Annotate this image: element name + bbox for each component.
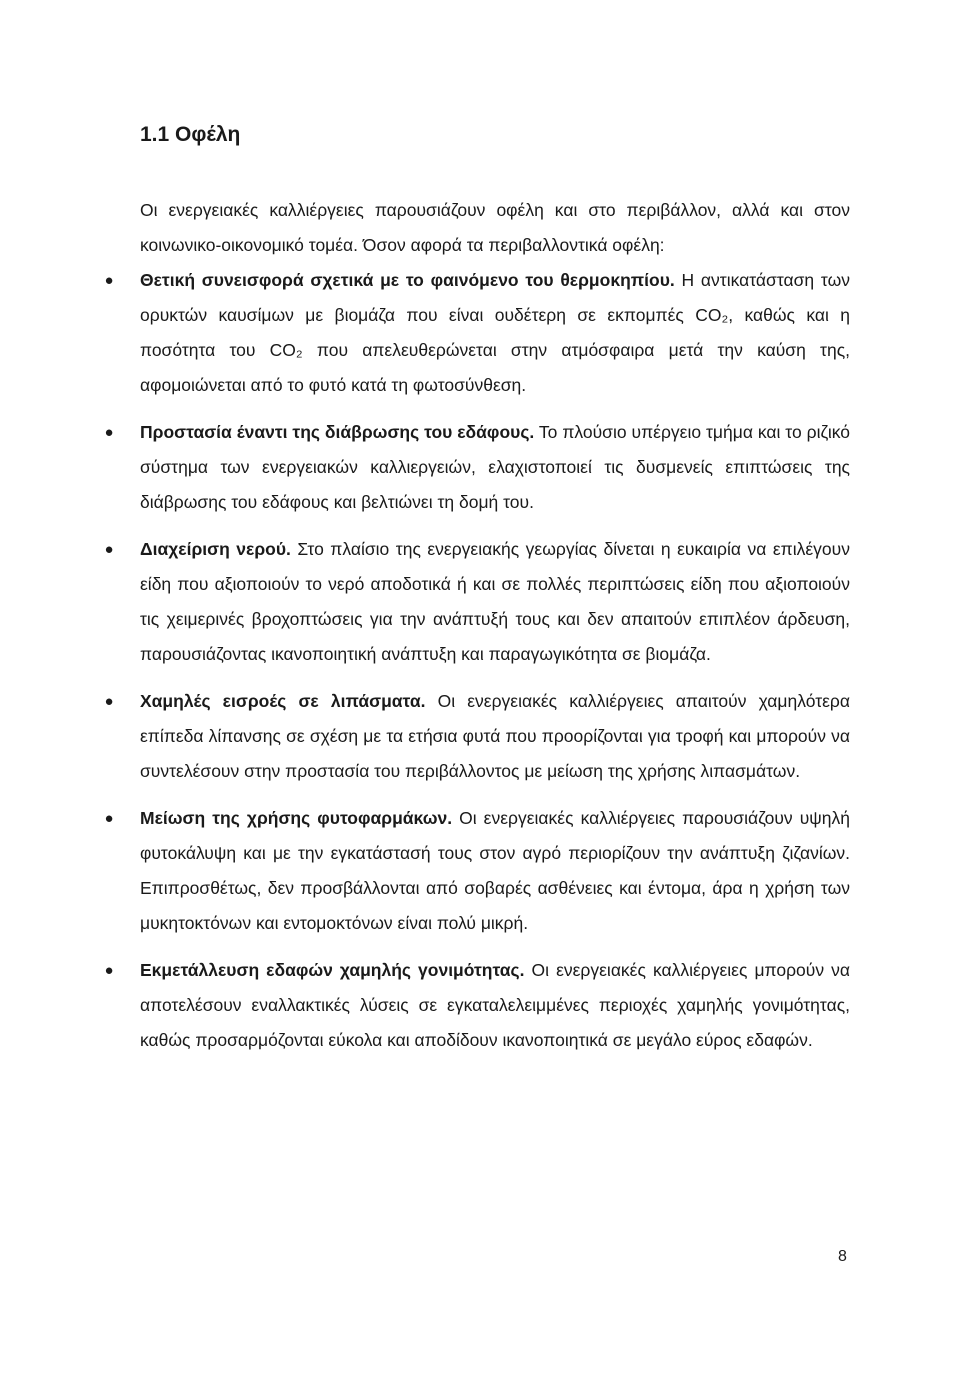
- bullet-icon: ●: [104, 272, 114, 289]
- intro-paragraph: Οι ενεργειακές καλλιέργειες παρουσιάζουν οφέλη και στο περιβάλλον, αλλά και στον κοινωνικο-οικονομικό τομέα. Όσον αφορά τα περιβαλλοντικά οφέλη:: [140, 200, 850, 255]
- bullet-icon: ●: [104, 541, 114, 558]
- bullet-icon: ●: [104, 693, 114, 710]
- bullet-icon: ●: [104, 810, 114, 827]
- list-item-text: Η αντικατάσταση των ορυκτών καυσίμων με βιομάζα που είναι ουδέτερη σε εκπομπές CO₂, καθώς και η ποσότητα του CO₂ που απελευθερώνεται στην ατμόσφαιρα μετά την καύση της, αφομοιώνεται από το φυτό κατά τη φωτοσύνθεση.: [140, 270, 850, 395]
- list-item-title: Χαμηλές εισροές σε λιπάσματα.: [140, 691, 426, 711]
- list-item: [104, 801, 850, 941]
- bullet-icon: ●: [104, 424, 114, 441]
- list-item: [104, 415, 851, 520]
- bullet-icon: ●: [104, 962, 114, 979]
- list-item: [104, 953, 850, 1058]
- list-item-text: Οι ενεργειακές καλλιέργειες παρουσιάζουν υψηλή φυτοκάλυψη και με την εγκατάστασή τους στον αγρό περιορίζουν την ανάπτυξη ζιζανίων. Επιπροσθέτως, δεν προσβάλλονται από σοβαρές ασθένειες και έντομα, άρα η χρήση των μυκητοκτόνων και εντομοκτόνων είναι πολύ μικρή.: [140, 808, 850, 933]
- section-heading: 1.1 Οφέλη: [140, 123, 241, 146]
- list-item: [104, 684, 850, 789]
- list-item: [104, 532, 850, 672]
- list-item-title: Διαχείριση νερού.: [140, 539, 291, 559]
- list-item: [104, 263, 850, 403]
- list-item-text: Στο πλαίσιο της ενεργειακής γεωργίας δίνεται η ευκαιρία να επιλέγουν είδη που αξιοποιούν το νερό αποδοτικά ή και σε πολλές περιπτώσεις είδη που αξιοποιούν τις χειμερινές βροχοπτώσεις για την ανάπτυξή τους και δεν απαιτούν επιπλέον άρδευση, παρουσιάζοντας ικανοποιητική ανάπτυξη και παραγωγικότητα σε βιομάζα.: [140, 539, 850, 664]
- list-item-text: Οι ενεργειακές καλλιέργειες απαιτούν χαμηλότερα επίπεδα λίπανσης σε σχέση με τα ετήσια φυτά που προορίζονται για τροφή και μπορούν να συντελέσουν στην προστασία του περιβάλλοντος με μείωση της χρήσης λιπασμάτων.: [140, 691, 850, 781]
- list-item-text: Οι ενεργειακές καλλιέργειες μπορούν να αποτελέσουν εναλλακτικές λύσεις σε εγκαταλελειμμένες περιοχές χαμηλής γονιμότητας, καθώς προσαρμόζονται εύκολα και αποδίδουν ικανοποιητικά σε μεγάλο εύρος εδαφών.: [140, 960, 850, 1050]
- page-number: 8: [838, 1248, 847, 1265]
- benefits-list: [104, 263, 851, 1058]
- list-item-title: Θετική συνεισφορά σχετικά με το φαινόμενο του θερμοκηπίου.: [140, 270, 675, 290]
- list-item-text: Το πλούσιο υπέργειο τμήμα και το ριζικό σύστημα των ενεργειακών καλλιεργειών, ελαχιστοποιεί τις δυσμενείς επιπτώσεις της διάβρωσης του εδάφους και βελτιώνει τη δομή του.: [140, 422, 851, 512]
- list-item-title: Εκμετάλλευση εδαφών χαμηλής γονιμότητας.: [140, 960, 525, 980]
- list-item-title: Μείωση της χρήσης φυτοφαρμάκων.: [140, 808, 453, 828]
- list-item-title: Προστασία έναντι της διάβρωσης του εδάφους.: [140, 422, 535, 442]
- page-content: [104, 193, 851, 1070]
